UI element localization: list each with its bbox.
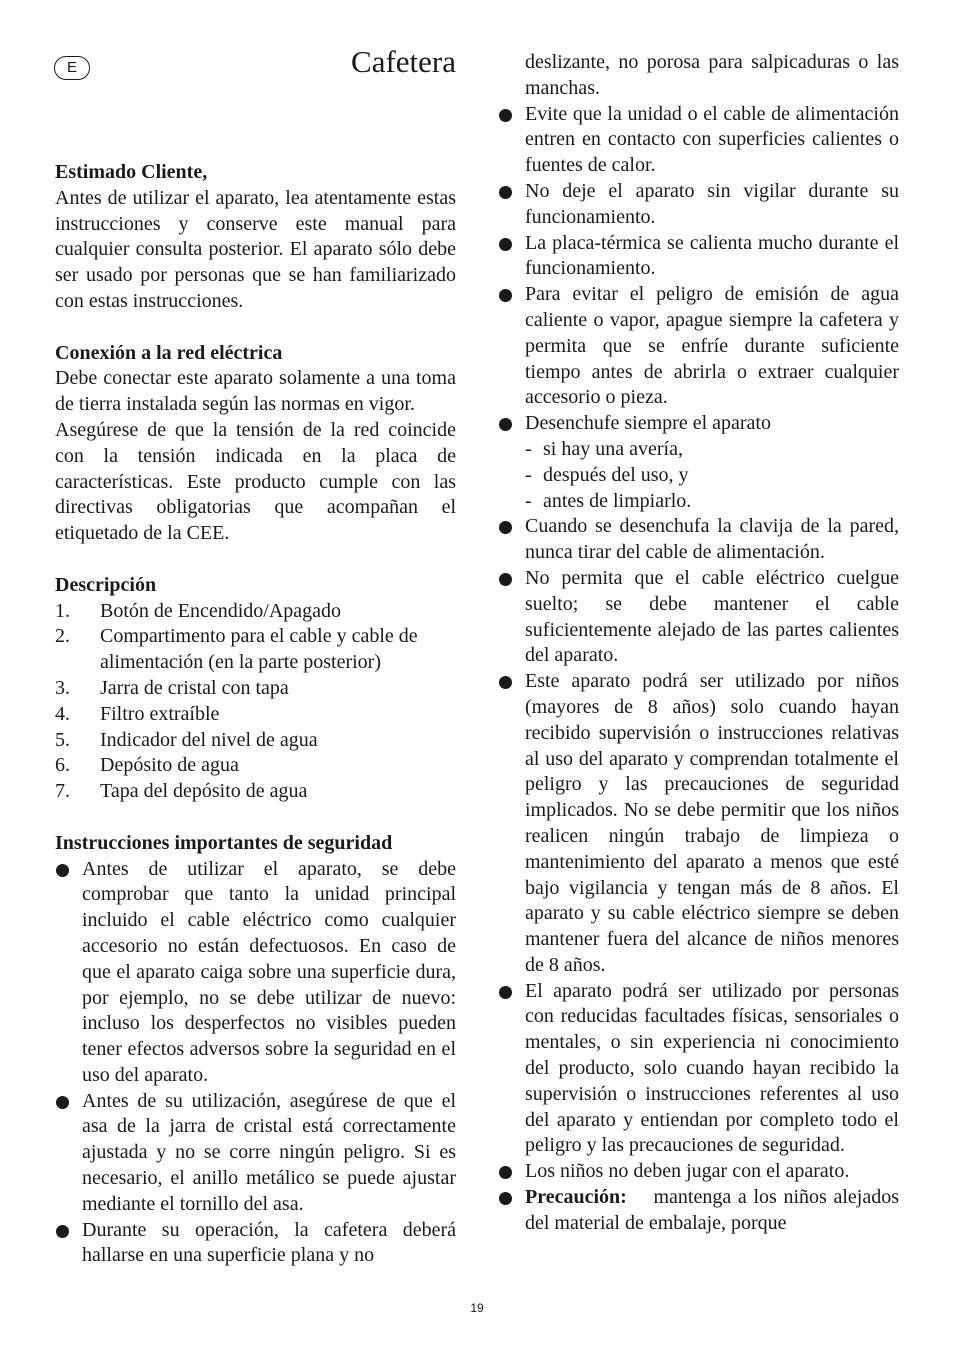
list-item <box>525 463 899 489</box>
bullet-text: Desenchufe siempre el aparato <box>525 412 771 435</box>
unplug-cases-list <box>498 437 899 514</box>
bullet-item <box>498 1159 899 1185</box>
bullet-item <box>55 1218 456 1270</box>
item-number: 3. <box>55 676 70 699</box>
item-text: después del uso, y <box>543 463 689 486</box>
item-number: 4. <box>55 702 70 725</box>
bullet-icon <box>499 186 512 199</box>
bullet-item <box>498 514 899 566</box>
bullet-text: Durante su operación, la cafetera deberá hallarse en una superficie plana y no <box>82 1218 456 1267</box>
dash-marker: - <box>525 437 532 460</box>
bullet-item <box>498 669 899 979</box>
dash-marker: - <box>525 489 532 512</box>
list-item <box>55 753 456 779</box>
bullet-text: Los niños no deben jugar con el aparato. <box>525 1160 850 1183</box>
bullet-text: Este aparato podrá ser utilizado por niños (mayores de 8 años) solo cuando hayan recibido supervisión o instrucciones relativas al uso del aparato y comprendan totalmente el peligro y las precauciones de seguridad implicados. No se debe permitir que los niños realicen ningún trabajo de limpieza o mantenimiento del aparato a menos que esté bajo vigilancia y tengan más de 8 años. El aparato y su cable eléctrico siempre se deben mantener fuera del alcance de niños menores de 8 años. <box>525 670 899 976</box>
bullet-text: La placa-térmica se calienta mucho durante el funcionamiento. <box>525 231 899 280</box>
bullet-icon <box>499 238 512 251</box>
item-text: Depósito de agua <box>100 754 239 777</box>
bullet-item <box>498 231 899 283</box>
item-number: 2. <box>55 625 70 648</box>
item-text: antes de limpiarlo. <box>543 489 692 512</box>
page-title: Cafetera <box>351 44 456 79</box>
item-text: Filtro extraíble <box>100 702 220 725</box>
connection-heading: Conexión a la red eléctrica <box>55 341 283 364</box>
bullet-icon <box>499 986 512 999</box>
bullet-item <box>498 282 899 411</box>
dash-marker: - <box>525 463 532 486</box>
description-heading: Descripción <box>55 573 157 596</box>
bullet-icon <box>499 676 512 689</box>
caution-item <box>498 1185 899 1237</box>
item-text: Botón de Encendido/Apagado <box>100 599 342 622</box>
bullet-text: Para evitar el peligro de emisión de agua caliente o vapor, apague siempre la cafetera y permita que se enfríe durante suficiente tiempo antes de abrirla o extraer cualquier accesorio o pieza. <box>525 283 899 409</box>
connection-paragraph-2: Asegúrese de que la tensión de la red coincide con la tensión indicada en la placa de características. Este producto cumple con las directivas obligatorias que acompañan el etiquetado de la CEE. <box>55 418 456 545</box>
item-text: si hay una avería, <box>543 437 683 460</box>
bullet-icon <box>499 418 512 431</box>
bullet-continuation: deslizante, no porosa para salpicaduras o las manchas. <box>525 51 899 99</box>
bullet-item <box>498 179 899 231</box>
list-item <box>55 779 456 805</box>
bullet-text: Cuando se desenchufa la clavija de la pared, nunca tirar del cable de alimentación. <box>525 515 899 564</box>
bullet-text: El aparato podrá ser utilizado por personas con reducidas facultades físicas, sensoriales o mentales, o sin experiencia ni conocimiento del producto, solo cuando hayan recibido la supervisión o instrucciones referentes al uso del aparato y entiendan por completo todo el peligro y las precauciones de seguridad. <box>525 979 899 1157</box>
bullet-item <box>498 566 899 669</box>
bullet-item <box>55 1089 456 1218</box>
bullet-item <box>498 102 899 179</box>
bullet-text: No deje el aparato sin vigilar durante su funcionamiento. <box>525 179 899 228</box>
bullet-icon <box>499 289 512 302</box>
list-item <box>55 676 456 702</box>
intro-heading: Estimado Cliente, <box>55 161 208 183</box>
list-item <box>55 728 456 754</box>
left-column <box>55 160 456 1269</box>
item-number: 1. <box>55 599 70 622</box>
bullet-icon <box>56 1225 69 1238</box>
bullet-text: No permita que el cable eléctrico cuelgue suelto; se debe mantener el cable suficientemente alejado de las partes calientes del aparato. <box>525 566 899 667</box>
bullet-item <box>55 857 456 1089</box>
list-item <box>525 489 899 515</box>
list-item <box>55 624 456 676</box>
language-badge: E <box>54 56 90 80</box>
item-text: Indicador del nivel de agua <box>100 728 318 751</box>
connection-paragraph-1: Debe conectar este aparato solamente a una toma de tierra instalada según las normas en vigor. <box>55 367 456 416</box>
bullet-text: Evite que la unidad o el cable de alimentación entren en contacto con superficies calientes o fuentes de calor. <box>525 102 899 177</box>
item-text: Jarra de cristal con tapa <box>100 676 289 699</box>
list-item <box>55 702 456 728</box>
bullet-icon <box>499 1192 512 1205</box>
bullet-icon <box>56 1096 69 1109</box>
description-list <box>55 599 456 805</box>
right-column <box>498 50 899 1237</box>
caution-label: Precaución: <box>525 1186 627 1209</box>
bullet-icon <box>56 864 69 877</box>
bullet-text: Antes de utilizar el aparato, se debe comprobar que tanto la unidad principal incluido el cable eléctrico como cualquier accesorio no están defectuosos. En caso de que el aparato caiga sobre una superficie dura, por ejemplo, no se debe utilizar de nuevo: incluso los desperfectos no visibles pueden tener efectos adversos sobre la seguridad en el uso del aparato. <box>82 857 456 1086</box>
bullet-icon <box>499 1166 512 1179</box>
bullet-text: Antes de su utilización, asegúrese de que el asa de la jarra de cristal está correctamente ajustada y no se corre ningún peligro. Si es necesario, el anillo metálico se puede ajustar mediante el tornillo del asa. <box>82 1089 456 1215</box>
bullet-icon <box>499 521 512 534</box>
safety-heading: Instrucciones importantes de seguridad <box>55 831 393 854</box>
item-number: 7. <box>55 780 70 803</box>
safety-list-right-b <box>498 514 899 1236</box>
list-item <box>55 599 456 625</box>
intro-text: Antes de utilizar el aparato, lea atentamente estas instrucciones y conserve este manual para cualquier consulta posterior. El aparato sólo debe ser usado por personas que se han familiarizado con estas instrucciones. <box>55 186 456 312</box>
safety-list-right-a <box>498 102 899 437</box>
page-number: 19 <box>470 1301 484 1315</box>
list-item <box>525 437 899 463</box>
item-number: 5. <box>55 728 70 751</box>
bullet-item <box>498 411 899 437</box>
safety-list-left <box>55 857 456 1270</box>
caution-text: mantenga a los niños alejados del material de embalaje, porque <box>525 1186 899 1234</box>
bullet-icon <box>499 109 512 122</box>
bullet-icon <box>499 573 512 586</box>
item-number: 6. <box>55 754 70 777</box>
item-text: Tapa del depósito de agua <box>100 780 308 803</box>
bullet-item <box>498 979 899 1160</box>
item-text: Compartimento para el cable y cable de alimentación (en la parte posterior) <box>100 625 418 674</box>
